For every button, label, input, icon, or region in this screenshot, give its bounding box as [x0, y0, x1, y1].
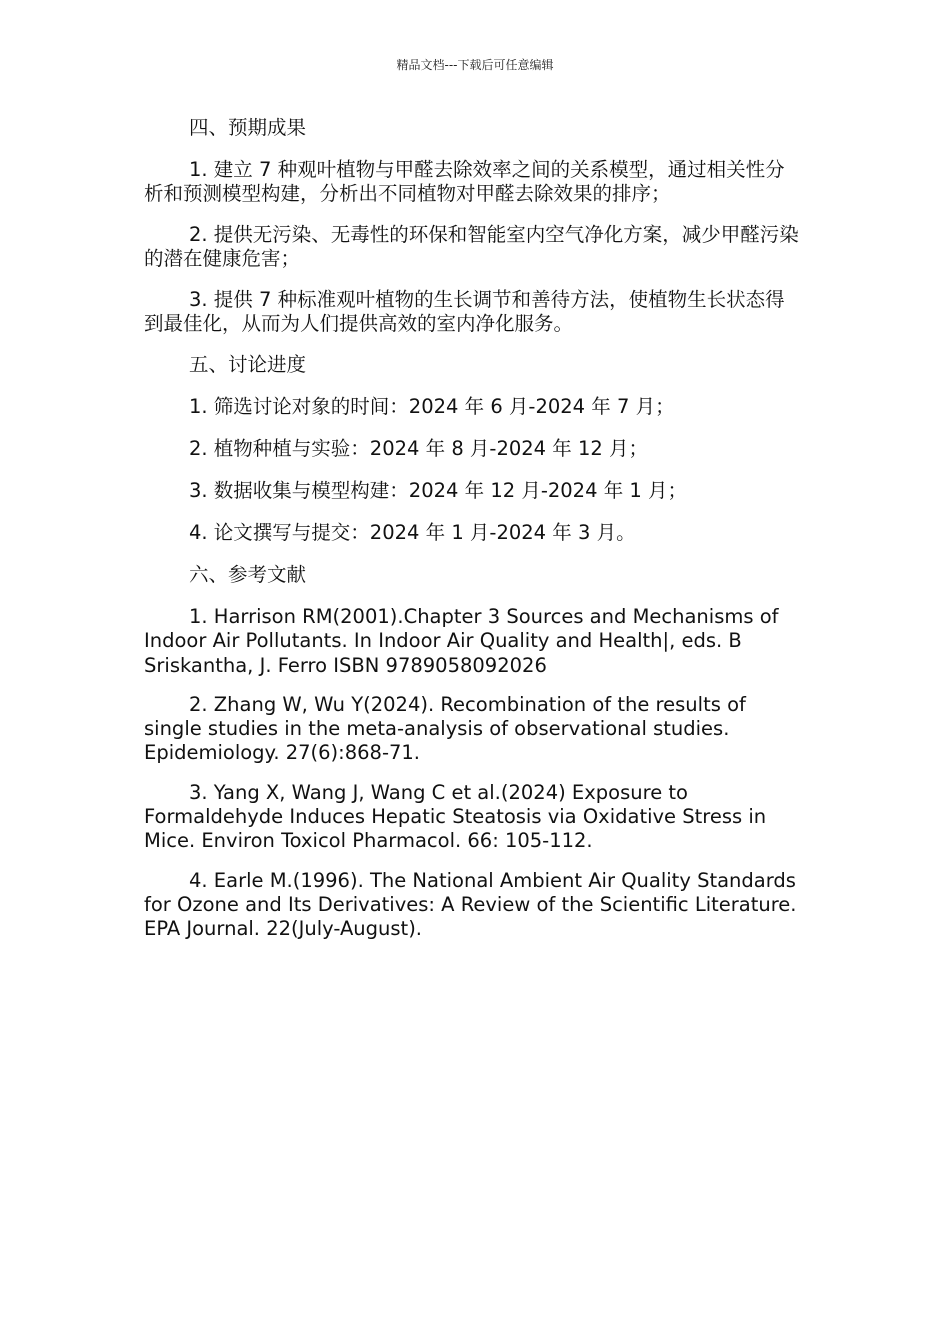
- schedule-item: 3. 数据收集与模型构建：2024 年 12 月-2024 年 1 月；: [189, 479, 688, 502]
- expected-result-item: 3. 提供 7 种标准观叶植物的生长调节和善待方法，使植物生长状态得到最佳化，从而为人们提供高效的室内净化服务。: [144, 288, 785, 335]
- schedule-item: 4. 论文撰写与提交：2024 年 1 月-2024 年 3 月。: [189, 521, 636, 544]
- schedule-item: 2. 植物种植与实验：2024 年 8 月-2024 年 12 月；: [189, 437, 649, 460]
- expected-result-item: 1. 建立 7 种观叶植物与甲醛去除效率之间的关系模型，通过相关性分析和预测模型构建，分析出不同植物对甲醛去除效果的排序；: [144, 158, 785, 205]
- reference-item: 2. Zhang W, Wu Y(2024). Recombination of the results of single studies in the meta-analysis of observational studies. Epidemiology. 27(6):868-71.: [144, 692, 746, 765]
- expected-result-item: 2. 提供无污染、无毒性的环保和智能室内空气净化方案，减少甲醛污染的潜在健康危害；: [144, 223, 799, 270]
- section-heading-schedule: 五、讨论进度: [189, 353, 307, 376]
- reference-item: 3. Yang X, Wang J, Wang C et al.(2024) Exposure to Formaldehyde Induces Hepatic Steatosis via Oxidative Stress in Mice. Environ Toxicol Pharmacol. 66: 105-112.: [144, 780, 767, 853]
- schedule-item: 1. 筛选讨论对象的时间：2024 年 6 月-2024 年 7 月；: [189, 395, 675, 418]
- page-header: 精品文档---下载后可任意编辑: [396, 58, 554, 72]
- section-heading-expected-results: 四、预期成果: [189, 116, 307, 139]
- document-body: [144, 116, 804, 957]
- reference-item: 1. Harrison RM(2001).Chapter 3 Sources and Mechanisms of Indoor Air Pollutants. In Indoor Air Quality and Health|, eds. B Sriskantha, J. Ferro ISBN 9789058092026: [144, 605, 779, 677]
- reference-item: 4. Earle M.(1996). The National Ambient Air Quality Standards for Ozone and Its Derivatives: A Review of the Scientific Literature. EPA Journal. 22(July-August).: [144, 868, 797, 941]
- section-heading-references: 六、参考文献: [189, 563, 307, 586]
